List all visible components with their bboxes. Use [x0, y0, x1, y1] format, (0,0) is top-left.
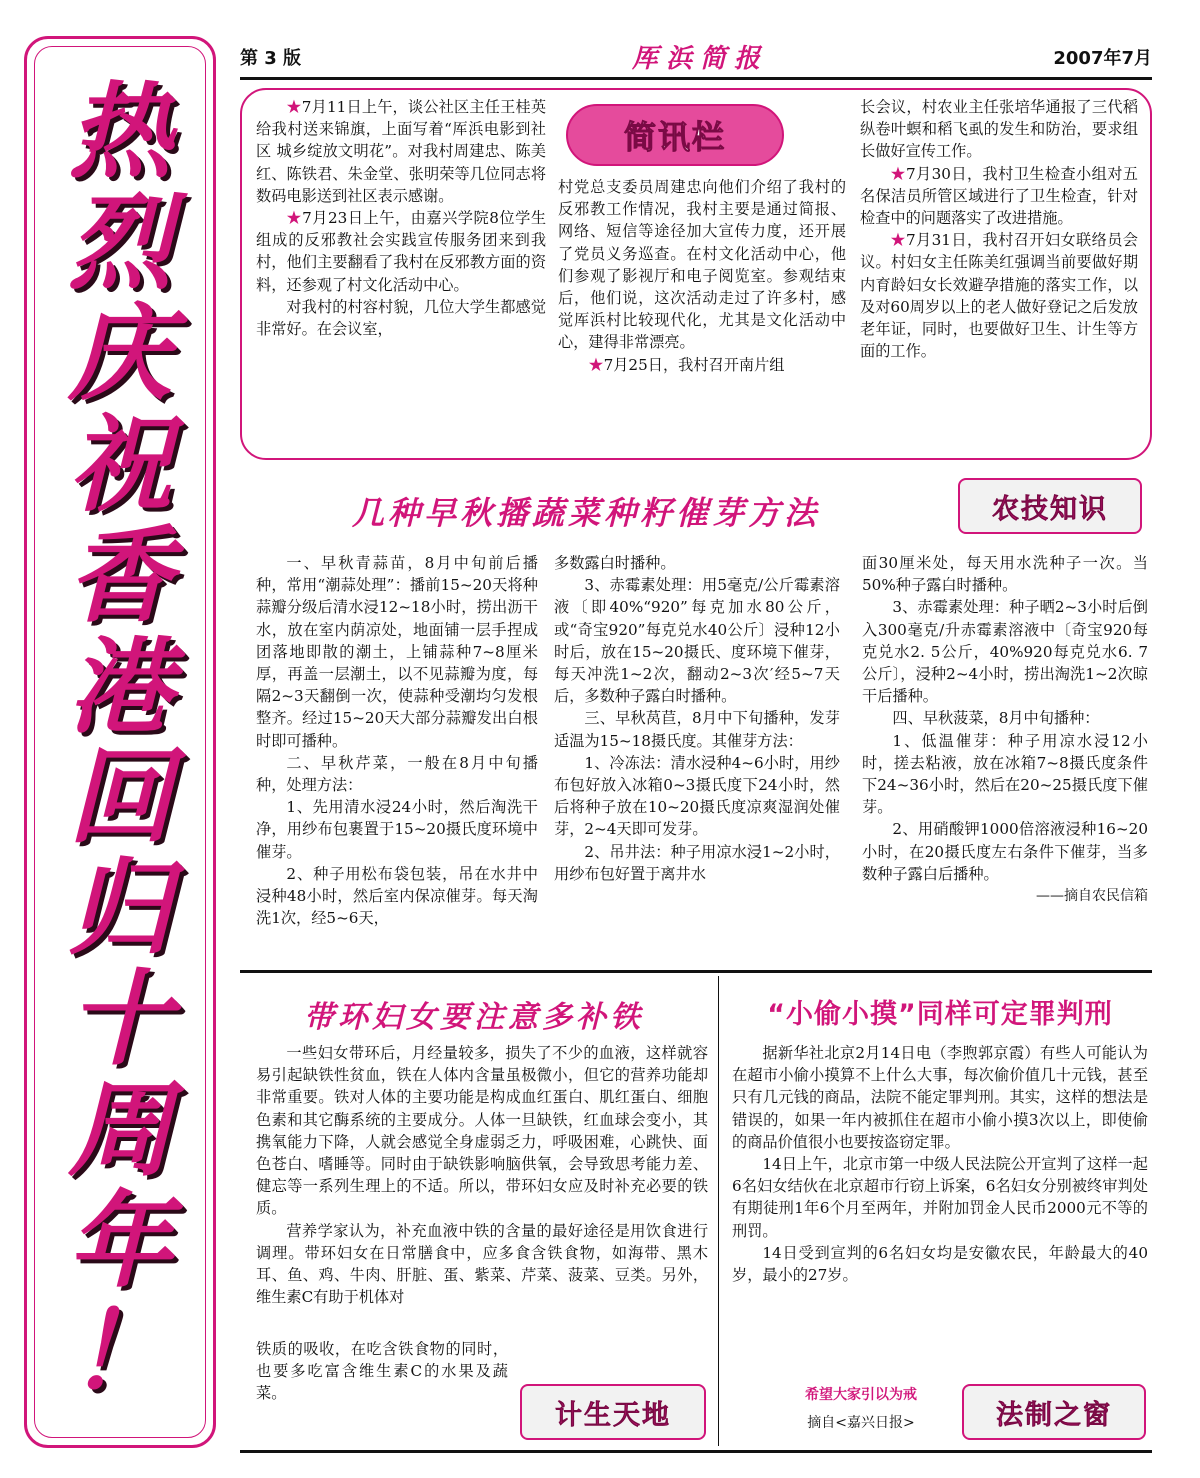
news-title: 简讯栏 [566, 104, 784, 166]
iron-tag: 计生天地 [520, 1384, 706, 1440]
news-item: 长会议，村农业主任张培华通报了三代稻纵卷叶螟和稻飞虱的发生和防治，要求组长做好宣传工作。 [860, 98, 1138, 161]
news-column-3 [860, 96, 1138, 362]
agri-tag: 农技知识 [958, 478, 1142, 534]
law-note: 希望大家引以为戒 [805, 1387, 917, 1403]
column-divider [718, 976, 719, 1446]
iron-paragraph: 营养学家认为，补充血液中铁的含量的最好途径是用饮食进行调理。带环妇女在日常膳食中，应多食含铁食物，如海带、黑木耳、鱼、鸡、牛肉、肝脏、蛋、紫菜、芹菜、菠菜、豆类。另外，维生素C有助于机体对 [256, 1221, 708, 1307]
header-rule [240, 77, 1152, 80]
banner-char: 庆 [67, 292, 172, 416]
iron-body [256, 1042, 708, 1308]
page-header [240, 42, 1152, 78]
news-column-1 [256, 96, 546, 340]
banner-char: 祝 [67, 402, 172, 526]
law-source: 摘自<嘉兴日报> [807, 1415, 915, 1431]
banner-char: 烈 [67, 181, 172, 305]
agri-column-1 [256, 552, 538, 929]
section-rule [240, 970, 1152, 973]
news-item: 7月23日上午，由嘉兴学院8位学生组成的反邪教社会实践宣传服务团来到我村，他们主要翻看了我村在反邪教方面的资料，还参观了村文化活动中心。 [256, 209, 547, 294]
agri-paragraph: 多数露白时播种。 [554, 554, 676, 572]
celebration-banner [34, 46, 206, 1438]
news-item: 7月30日，我村卫生检查小组对五名保洁员所管区域进行了卫生检查，针对检查中的问题落实了改进措施。 [860, 164, 1138, 228]
law-tag: 法制之窗 [962, 1384, 1146, 1440]
banner-char: 归 [67, 846, 172, 970]
banner-char: 回 [67, 735, 172, 859]
iron-tail [256, 1338, 508, 1405]
agri-paragraph: 3、赤霉素处理：用5毫克/公斤霉素溶液〔即40%“920”每克加水80公斤，或“奇宝920”每克兑水40公斤〕浸种12小时后，放在15~20摄氏、度环境下催芽，每天冲洗1~2次，翻动2~3次′经5~7天后，多数种子露白时播种。 [554, 576, 840, 706]
news-item: 对我村的村容村貌，几位大学生都感觉非常好。在会议室， [256, 297, 546, 339]
agri-paragraph: 2、种子用松布袋包装，吊在水井中浸种48小时，然后室内保凉催芽。每天淘洗1次，经5~6天， [256, 864, 538, 928]
star-icon: ★ [588, 355, 604, 374]
news-item: 7月25日，我村召开南片组 [603, 355, 785, 374]
iron-paragraph: 一些妇女带环后，月经量较多，损失了不少的血液，这样就容易引起缺铁性贫血，铁在人体内含量虽极微小，但它的营养功能却非常重要。铁对人体的主要功能是构成血红蛋白、肌红蛋白、细胞色素和其它酶系统的主要成分。人体一旦缺铁，红血球会变小，其携氧能力下降，人就会感觉全身虚弱乏力，呼吸困难，心跳快、面色苍白、嗜睡等。同时由于缺铁影响脑供氧，会导致思考能力差、健忘等一系列生理上的不适。所以，带环妇女应及时补充必要的铁质。 [256, 1044, 708, 1218]
agri-paragraph: 面30厘米处，每天用水洗种子一次。当50%种子露白时播种。 [862, 554, 1148, 595]
agri-paragraph: 1、低温催芽：种子用凉水浸12小时，搓去粘液，放在冰箱7~8摄氏度条件下24~36小时，然后在20~25摄氏度下催芽。 [862, 731, 1148, 817]
star-icon: ★ [890, 231, 906, 250]
agri-paragraph: 四、早秋菠菜，8月中旬播种： [892, 709, 1100, 728]
star-icon: ★ [890, 164, 906, 183]
news-item: 7月31日，我村召开妇女联络员会议。村妇女主任陈美红强调当前要做好期内育龄妇女长效避孕措施的落实工作，以及对60周岁以上的老人做好登记之后发放老年证，同时，也要做好卫生、计生等方面的工作。 [860, 231, 1138, 361]
edition-label: 第 3 版 [240, 48, 302, 69]
news-column-2 [558, 176, 846, 376]
banner-char: 周 [67, 1067, 172, 1191]
agri-paragraph: 1、冷冻法：清水浸种4~6小时，用纱布包好放入冰箱0~3摄氏度下24小时，然后将种子放在10~20摄氏度凉爽湿润处催芽，2~4天即可发芽。 [554, 753, 840, 839]
agri-paragraph: 一、早秋青蒜苗，8月中旬前后播种，常用“潮蒜处理”：播前15~20天将种蒜瓣分级后清水浸12~18小时，捞出沥干水，放在室内荫凉处，地面铺一层手捏成团落地即散的潮土，上铺蒜种7~8厘米厚，再盖一层潮土，以不见蒜瓣为度，每隔2~3天翻倒一次，使蒜种受潮均匀发根整齐。经过15~20天大部分蒜瓣发出白根时即可播种。 [256, 554, 538, 750]
agri-headline: 几种早秋播蔬菜种籽催芽方法 [351, 494, 820, 532]
agri-paragraph: 1、先用清水浸24小时，然后淘洗干净，用纱布包裹置于15~20摄氏度环境中催芽。 [256, 798, 538, 861]
agri-column-2 [554, 552, 840, 885]
banner-char: 年 [67, 1178, 172, 1302]
agri-source: ——摘自农民信箱 [1036, 888, 1148, 905]
agri-paragraph: 三、早秋莴苣，8月中下旬播种，发芽适温为15~18摄氏度。其催芽方法： [554, 709, 840, 750]
law-headline: “小偷小摸”同样可定罪判刑 [767, 999, 1113, 1030]
footer-rule [240, 1450, 1152, 1453]
star-icon: ★ [286, 98, 302, 116]
iron-paragraph: 铁质的吸收，在吃含铁食物的同时，也要多吃富含维生素C的水果及蔬菜。 [256, 1340, 508, 1403]
star-icon: ★ [286, 209, 303, 228]
banner-char: 香 [67, 513, 172, 637]
agri-paragraph: 二、早秋芹菜，一般在8月中旬播种，处理方法： [256, 753, 538, 795]
agri-column-3 [862, 552, 1148, 907]
agri-paragraph: 2、用硝酸钾1000倍溶液浸种16~20小时，在20摄氏度左右条件下催芽，当多数种子露白后播种。 [862, 820, 1148, 883]
law-paragraph: 14日上午，北京市第一中级人民法院公开宣判了这样一起6名妇女结伙在北京超市行窃上诉案，6名妇女分别被终审判处有期徒刑1年6个月至两年，并附加罚金人民币2000元不等的刑罚。 [732, 1155, 1148, 1240]
law-paragraph: 14日受到宣判的6名妇女均是安徽农民，年龄最大的40岁，最小的27岁。 [732, 1243, 1148, 1285]
law-paragraph: 据新华社北京2月14日电（李煦郭京霞）有些人可能认为在超市小偷小摸算不上什么大事，每次偷价值几十元钱，甚至只有几元钱的商品，法院不能定罪判刑。其实，这样的想法是错误的，如果一年内被抓住在超市小偷小摸3次以上，即使偷的商品价值很小也要按盗窃定罪。 [732, 1044, 1148, 1151]
iron-headline: 带环妇女要注意多补铁 [304, 1000, 644, 1035]
issue-date: 2007年7月 [1053, 48, 1152, 69]
agri-paragraph: 3、赤霉素处理：种子晒2~3小时后倒入300毫克/升赤霉素溶液中〔奇宝920每克兑水2. 5公斤，40%920每克兑水6. 7公斤〕，浸种2~4小时，捞出淘洗1~2次晾干后播种。 [862, 598, 1148, 706]
news-item: 村党总支委员周建忠向他们介绍了我村的反邪教工作情况，我村主要是通过简报、网络、短信等途径加大宣传力度，还开展了党员义务巡查。在村文化活动中心，他们参观了影视厅和电子阅览室。参观结束后，他们说，这次活动走过了许多村，感觉厍浜村比较现代化，尤其是文化活动中心，建得非常漂亮。 [558, 178, 846, 352]
news-item: 7月11日上午，谈公社区主任王桂英给我村送来锦旗，上面写着“厍浜电影到社区 城乡绽放文明花”。对我村周建忠、陈美红、陈铁君、朱金堂、张明荣等几位同志将数码电影送到社区表示感谢。 [256, 98, 547, 205]
banner-char: 热 [67, 70, 172, 194]
banner-char: 十 [67, 957, 172, 1081]
law-body [732, 1042, 1148, 1286]
agri-paragraph: 2、吊井法：种子用凉水浸1~2小时，用纱布包好置于离井水 [554, 842, 840, 883]
banner-char: 港 [67, 624, 172, 748]
banner-char: ！ [67, 1289, 172, 1413]
paper-name: 厍浜简报 [631, 44, 768, 74]
